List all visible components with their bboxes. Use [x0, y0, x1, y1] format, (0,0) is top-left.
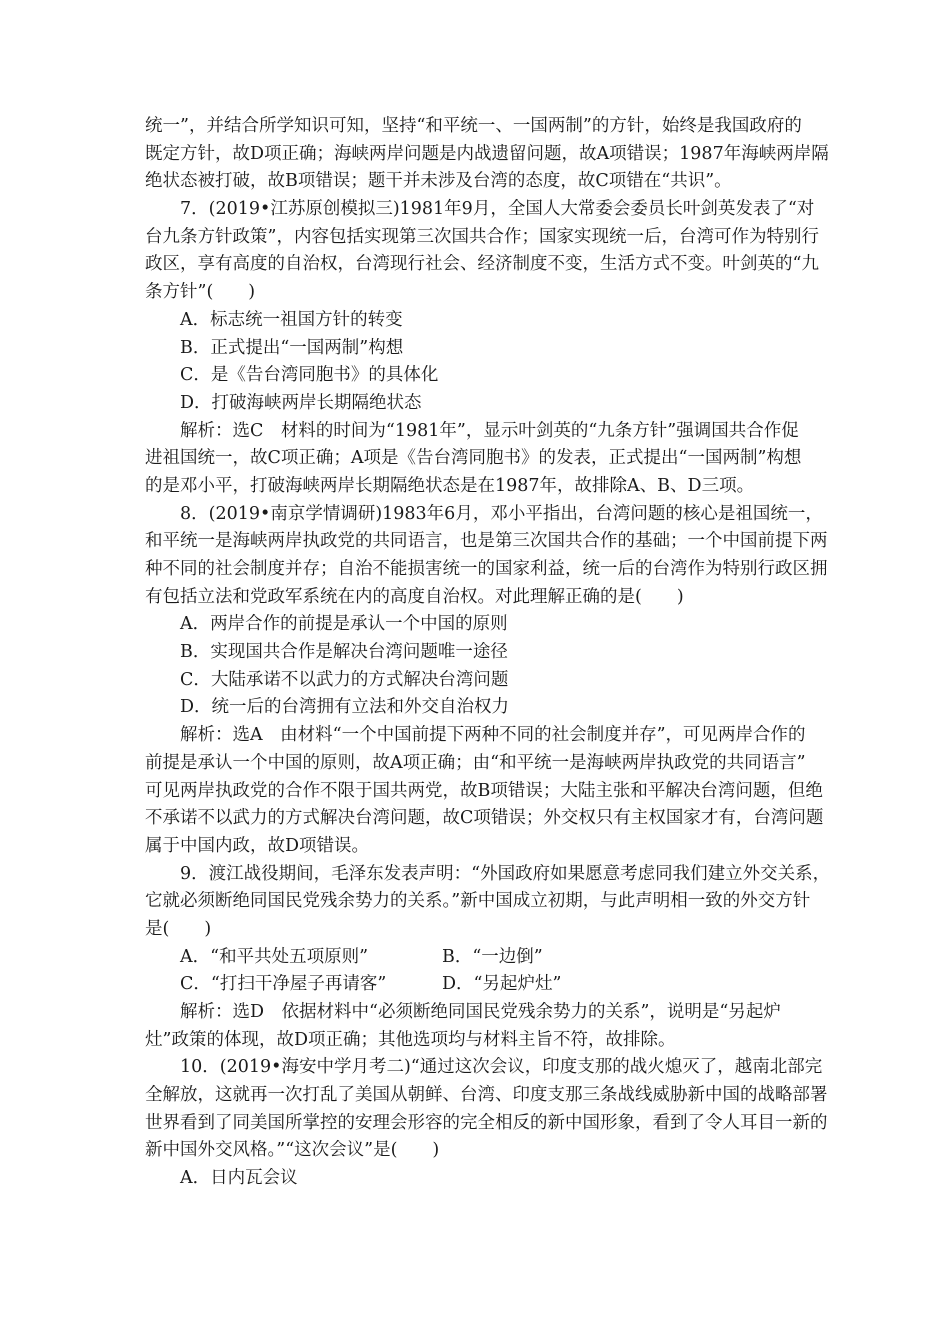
- text-line: 绝状态被打破，故B项错误；题干并未涉及台湾的态度，故C项错在“共识”。: [145, 171, 732, 192]
- text-line: 它就必须断绝同国民党残余势力的关系。”新中国成立初期，与此声明相一致的外交方针: [145, 891, 811, 912]
- document-body-continued: [145, 999, 830, 1193]
- text-line: 8．(2019•南京学情调研)1983年6月，邓小平指出，台湾问题的核心是祖国统一，: [180, 503, 823, 524]
- option-right: D．“另起炉灶”: [442, 974, 562, 995]
- option-right: B．“一边倒”: [442, 946, 543, 967]
- text-line: 解析：选A 由材料“一个中国前提下两种不同的社会制度并存”，可见两岸合作的: [180, 725, 806, 746]
- text-line: 是( ): [145, 918, 212, 939]
- text-line: 新中国外交风格。”“这次会议”是( ): [145, 1140, 440, 1161]
- option-row: [145, 971, 830, 999]
- text-line: 灶”政策的体现，故D项正确；其他选项均与材料主旨不符，故排除。: [145, 1029, 676, 1050]
- text-line: B．实现国共合作是解决台湾问题唯一途径: [180, 642, 508, 663]
- text-line: 统一”，并结合所学知识可知，坚持“和平统一、一国两制”的方针，始终是我国政府的: [145, 116, 802, 136]
- text-line: 不承诺不以武力的方式解决台湾问题，故C项错误；外交权只有主权国家才有，台湾问题: [145, 808, 824, 829]
- text-line: 有包括立法和党政军系统在内的高度自治权。对此理解正确的是( ): [145, 586, 684, 607]
- text-line: 条方针”( ): [145, 282, 256, 303]
- text-line: A．日内瓦会议: [180, 1168, 298, 1189]
- text-line: A．两岸合作的前提是承认一个中国的原则: [180, 614, 508, 635]
- text-line: A．标志统一祖国方针的转变: [180, 309, 403, 330]
- text-line: 既定方针，故D项正确；海峡两岸问题是内战遗留问题，故A项错误；1987年海峡两岸隔: [145, 143, 829, 164]
- option-left: C．“打扫干净屋子再请客”: [180, 974, 387, 995]
- text-line: 前提是承认一个中国的原则，故A项正确；由“和平统一是海峡两岸执政党的共同语言”: [145, 752, 806, 773]
- text-line: 9．渡江战役期间，毛泽东发表声明：“外国政府如果愿意考虑同我们建立外交关系，: [180, 863, 831, 884]
- text-line: C．是《告台湾同胞书》的具体化: [180, 365, 439, 386]
- text-line: 10．(2019•海安中学月考二)“通过这次会议，印度支那的战火熄灭了，越南北部完: [180, 1057, 823, 1078]
- text-line: 解析：选D 依据材料中“必须断绝同国民党残余势力的关系”，说明是“另起炉: [180, 1002, 781, 1022]
- text-line: D．打破海峡两岸长期隔绝状态: [180, 392, 422, 413]
- question-9-options: [145, 944, 830, 999]
- text-line: 解析：选C 材料的时间为“1981年”，显示叶剑英的“九条方针”强调国共合作促: [180, 420, 799, 441]
- option-left: A．“和平共处五项原则”: [180, 946, 369, 967]
- text-line: 全解放，这就再一次打乱了美国从朝鲜、台湾、印度支那三条战线威胁新中国的战略部署: [145, 1085, 828, 1106]
- text-line: 可见两岸执政党的合作不限于国共两党，故B项错误；大陆主张和平解决台湾问题，但绝: [145, 780, 823, 801]
- option-row: [145, 944, 830, 972]
- text-line: 世界看到了同美国所掌控的安理会形容的完全相反的新中国形象，看到了令人耳目一新的: [145, 1112, 828, 1133]
- text-line: 政区，享有高度的自治权，台湾现行社会、经济制度不变，生活方式不变。叶剑英的“九: [145, 254, 819, 275]
- text-line: 7．(2019•江苏原创模拟三)1981年9月，全国人大常委会委员长叶剑英发表了“对: [180, 199, 815, 220]
- document-body: [145, 113, 830, 944]
- text-line: 的是邓小平，打破海峡两岸长期隔绝状态是在1987年，故排除A、B、D三项。: [145, 475, 755, 496]
- text-line: 种不同的社会制度并存；自治不能损害统一的国家利益，统一后的台湾作为特别行政区拥: [145, 559, 828, 579]
- text-line: 台九条方针政策”，内容包括实现第三次国共合作；国家实现统一后，台湾可作为特别行: [145, 226, 819, 247]
- text-line: 属于中国内政，故D项错误。: [145, 835, 370, 856]
- text-line: B．正式提出“一国两制”构想: [180, 337, 404, 358]
- text-line: 和平统一是海峡两岸执政党的共同语言，也是第三次国共合作的基础；一个中国前提下两: [145, 531, 828, 552]
- text-line: 进祖国统一，故C项正确；A项是《告台湾同胞书》的发表，正式提出“一国两制”构想: [145, 448, 802, 469]
- text-line: C．大陆承诺不以武力的方式解决台湾问题: [180, 669, 509, 690]
- text-line: D．统一后的台湾拥有立法和外交自治权力: [180, 697, 510, 718]
